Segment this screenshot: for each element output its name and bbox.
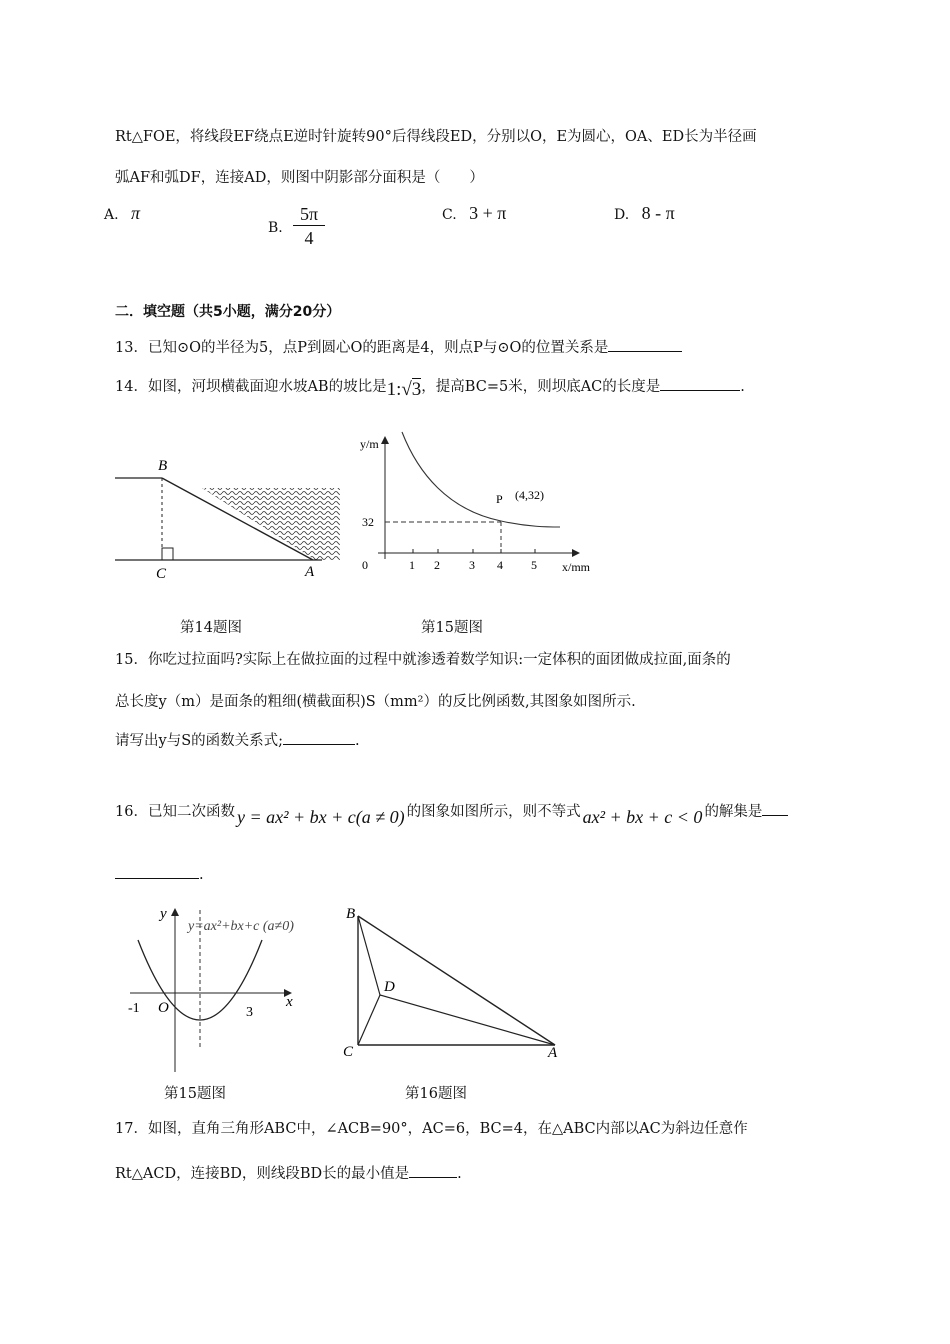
curve bbox=[402, 432, 560, 527]
label-b: B bbox=[158, 458, 168, 474]
option-c bbox=[442, 203, 506, 225]
figure-15-inverse bbox=[348, 428, 600, 583]
point-p-coords: (4,32) bbox=[515, 488, 544, 502]
y-axis-arrow-icon bbox=[381, 436, 389, 444]
option-c-label: C. bbox=[442, 207, 457, 223]
q16-blank-b bbox=[115, 864, 199, 879]
q15-line3 bbox=[115, 730, 360, 751]
water-hatch bbox=[202, 488, 340, 560]
q15-line2: 总长度y（m）是面条的粗细(横截面积)S（mm²）的反比例函数,其图象如图所示. bbox=[115, 694, 636, 710]
x-tick-1: 1 bbox=[409, 558, 415, 572]
q15-blank bbox=[283, 730, 355, 745]
figure-parabola bbox=[120, 900, 320, 1075]
q16-end: . bbox=[199, 867, 204, 883]
q16-middle: 的图象如图所示，则不等式 bbox=[406, 804, 581, 820]
caption-fig14: 第14题图 bbox=[180, 620, 242, 636]
origin-label: O bbox=[158, 1000, 169, 1016]
label-b: B bbox=[346, 906, 356, 922]
point-p-label: P bbox=[496, 492, 503, 506]
q12-line2: 弧AF和弧DF，连接AD，则图中阴影部分面积是（ ） bbox=[115, 170, 484, 186]
option-b-fraction bbox=[293, 203, 325, 250]
q14-ratio-root: 3 bbox=[411, 379, 422, 400]
option-a-label: A. bbox=[104, 207, 119, 223]
q16-suffix: 的解集是 bbox=[704, 804, 763, 820]
y-tick-32: 32 bbox=[362, 515, 374, 529]
x-tick-4: 4 bbox=[497, 558, 503, 572]
q17-line1: 17．如图，直角三角形ABC中，∠ACB=90°，AC=6，BC=4，在△ABC内部以AC为斜边任意作 bbox=[115, 1121, 748, 1137]
y-label: y bbox=[160, 906, 167, 922]
q14-ratio bbox=[387, 379, 422, 400]
q12-line1: Rt△FOE，将线段EF绕点E逆时针旋转90°后得线段ED，分别以O，E为圆心，OA、ED长为半径画 bbox=[115, 129, 757, 145]
option-d-value: 8 - π bbox=[641, 203, 675, 223]
q17-line2-text: Rt△ACD，连接BD，则线段BD长的最小值是 bbox=[115, 1166, 410, 1182]
option-d bbox=[614, 203, 675, 225]
label-d: D bbox=[384, 979, 395, 995]
segment-dc bbox=[358, 995, 380, 1045]
q16-inequality: ax² + bx + c < 0 bbox=[582, 807, 703, 827]
x-tick-2: 2 bbox=[434, 558, 440, 572]
figure-16-triangle bbox=[340, 900, 570, 1065]
caption-fig16: 第16题图 bbox=[405, 1086, 467, 1102]
option-a bbox=[104, 203, 140, 225]
q17-blank bbox=[409, 1163, 457, 1178]
root-3-label: 3 bbox=[246, 1005, 253, 1020]
q17-line2 bbox=[115, 1163, 462, 1184]
option-b-label: B. bbox=[268, 220, 283, 236]
q14-text-b: ，提高BC=5米，则坝底AC的长度是 bbox=[421, 379, 661, 395]
q14-ratio-lead: 1: bbox=[386, 379, 402, 400]
x-tick-3: 3 bbox=[469, 558, 475, 572]
segment-da bbox=[380, 995, 555, 1045]
sqrt-icon: √ bbox=[401, 379, 412, 400]
label-a: A bbox=[305, 564, 315, 580]
q17-end: . bbox=[457, 1166, 462, 1182]
origin-label: 0 bbox=[362, 558, 368, 572]
x-axis-arrow-icon bbox=[572, 549, 580, 557]
option-c-value: 3 + π bbox=[469, 203, 507, 223]
section-title: 二．填空题（共5小题，满分20分） bbox=[115, 304, 341, 320]
q13 bbox=[115, 337, 682, 358]
option-a-value: π bbox=[131, 203, 141, 223]
function-label: y=ax²+bx+c (a≠0) bbox=[188, 919, 294, 934]
x-axis-label: x/mm bbox=[562, 560, 591, 574]
q14-text-a: 14．如图，河坝横截面迎水坡AB的坡比是 bbox=[115, 379, 387, 395]
x-label: x bbox=[286, 994, 293, 1010]
q15-end: . bbox=[355, 733, 360, 749]
q13-text: 13．已知⊙O的半径为5，点P到圆心O的距离是4，则点P与⊙O的位置关系是 bbox=[115, 340, 609, 356]
root-neg1-label: -1 bbox=[128, 1001, 140, 1016]
q15-line3-text: 请写出y与S的函数关系式; bbox=[115, 733, 284, 749]
q16-function: y = ax² + bx + c(a ≠ 0) bbox=[236, 807, 405, 827]
caption-fig15a: 第15题图 bbox=[421, 620, 483, 636]
label-c: C bbox=[343, 1044, 354, 1060]
option-b-numerator: 5π bbox=[293, 203, 325, 226]
q14-end: . bbox=[740, 379, 745, 395]
right-angle-mark bbox=[162, 548, 173, 560]
q13-blank bbox=[608, 337, 682, 352]
option-d-label: D. bbox=[614, 207, 630, 223]
q14-blank bbox=[660, 376, 740, 391]
q16 bbox=[115, 800, 788, 827]
y-axis-label: y/m bbox=[360, 437, 379, 451]
label-c: C bbox=[156, 566, 167, 582]
q16-prefix: 16．已知二次函数 bbox=[115, 804, 235, 820]
option-b-denominator: 4 bbox=[304, 228, 314, 248]
q16-blank-a bbox=[762, 801, 788, 816]
q14 bbox=[115, 376, 745, 400]
q16-cont bbox=[115, 864, 204, 885]
y-axis-arrow-icon bbox=[171, 908, 179, 916]
figure-14-dam bbox=[110, 450, 350, 585]
label-a: A bbox=[548, 1045, 558, 1061]
x-tick-5: 5 bbox=[531, 558, 537, 572]
caption-fig15b: 第15题图 bbox=[164, 1086, 226, 1102]
q15-line1: 15．你吃过拉面吗?实际上在做拉面的过程中就渗透着数学知识:一定体积的面团做成拉面,面条的 bbox=[115, 652, 731, 668]
x-ticks bbox=[413, 549, 535, 553]
